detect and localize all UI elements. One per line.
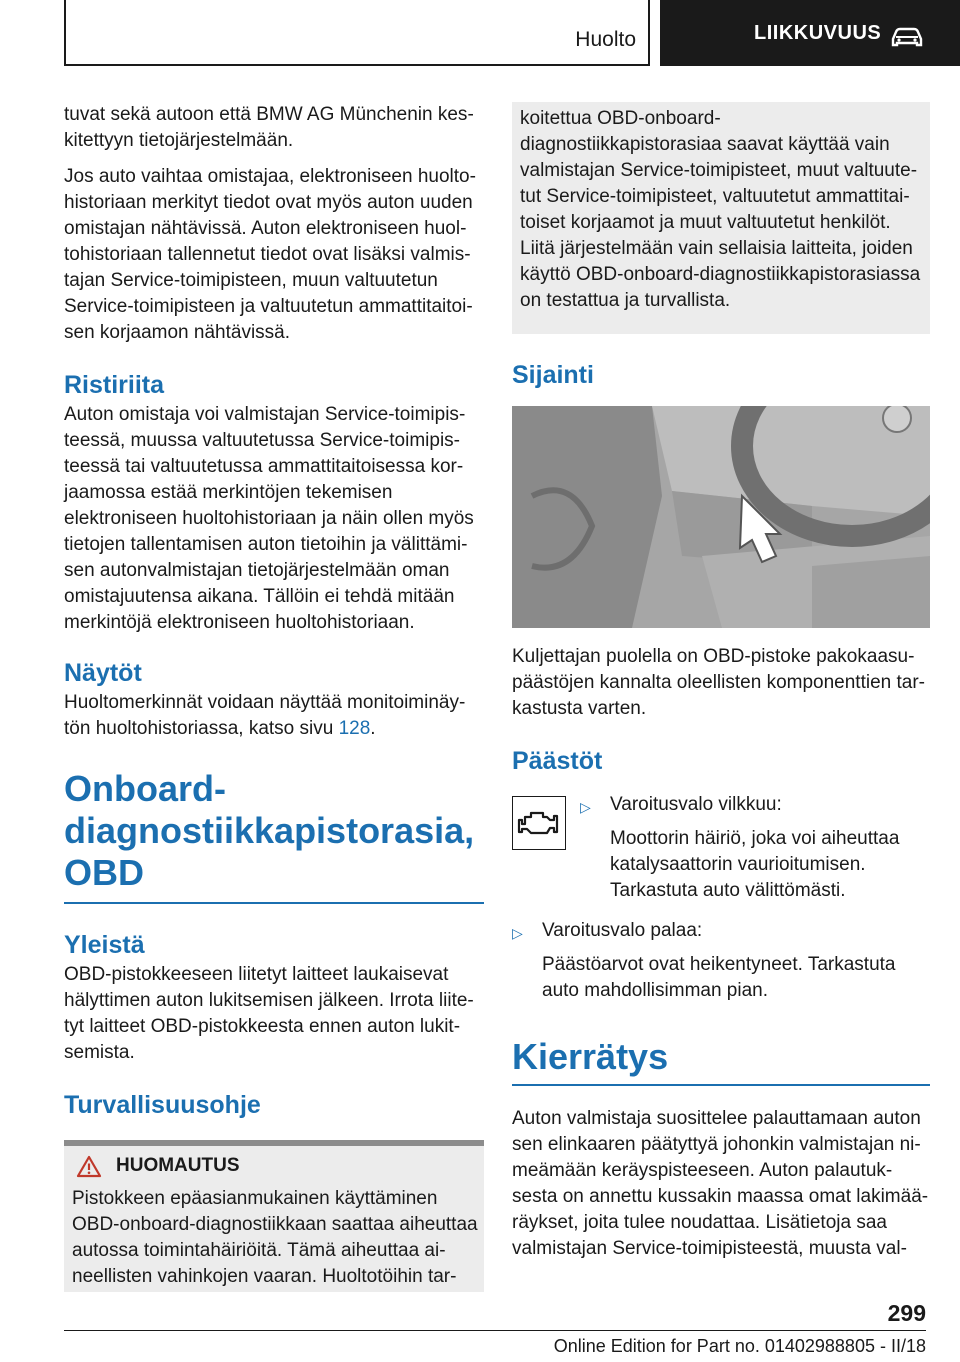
- left-column: [64, 102, 484, 1292]
- notice-title: HUOMAUTUS: [116, 1155, 240, 1176]
- car-icon: [890, 26, 924, 48]
- obd-location-illustration: [512, 406, 930, 628]
- turvallisuusohje-heading: Turvallisuusohje: [64, 1091, 261, 1119]
- check-engine-icon: [512, 796, 566, 850]
- ristiriita-text: Auton omistaja voi valmistajan Service-toimipisteessä, muussa valtuutetussa Service-toimipisteessä tai valtuutetussa ammattitaitoisessa korjaamossa estää merkintöjen tekemisen elektroniseen huoltohistoriaan ja näin ollen myös tietojen tallentamisen auton tietoihin ja välittämisen autonvalmistajan tietojärjestelmään oman omistajuutensa aikana. Tällöin ei tehdä mitään merkintöjä elektroniseen huoltohistoriaan.: [64, 404, 474, 633]
- bullet-list-2: [512, 918, 930, 1004]
- kierratys-text: Auton valmistaja suosittelee palauttamaan auton sen elinkaaren päätyttyä johonkin valmistajan nimeämään keräyspisteeseen. Auton palautuksesta on annettu kussakin maassa omat lakimääräykset, joita tulee noudattaa. Lisätietoja saa valmistajan Service-toimipisteestä, muusta val-: [512, 1108, 929, 1259]
- naytot-paragraph: [64, 690, 484, 742]
- bullet2-title: Varoitusvalo palaa:: [542, 920, 703, 941]
- bullet-list-1: [580, 792, 930, 904]
- obd-heading: Onboard-diagnostiikkapistorasia, OBD: [64, 768, 475, 893]
- footer-rule: [64, 1330, 926, 1331]
- notice-box: [64, 1140, 484, 1292]
- naytot-text: Huoltomerkinnät voidaan näyttää monitoiminäytön huoltohistoriassa, katso sivu: [64, 692, 466, 739]
- chapter-tab[interactable]: [660, 0, 960, 66]
- naytot-period: .: [370, 718, 376, 739]
- bullet1-text: Moottorin häiriö, joka voi aiheuttaa katalysaattorin vaurioitumisen. Tarkastuta auto välittömästi.: [610, 828, 900, 901]
- notice-continuation-text: koitettua OBD-onboard-diagnostiikkapistorasiaa saavat käyttää vain valmistajan Service-toimipisteet, muut valtuutetut Service-toimipisteet, valtuutetut ammattitaitoiset korjaamot ja muut valtuutetut henkilöt. Liitä järjestelmään vain sellaisia laitteita, joiden käyttö OBD-onboard-diagnostiikkapistorasiassa on testattua ja turvallista.: [520, 108, 921, 311]
- warning-icon: [76, 1155, 102, 1178]
- bullet-item: [580, 792, 930, 820]
- bullet1-title: Varoitusvalo vilkkuu:: [610, 794, 782, 815]
- triangle-bullet-icon: ▷: [512, 925, 523, 941]
- sijainti-text: Kuljettajan puolella on OBD-pistoke pakokaasupäästöjen kannalta oleellisten komponenttien tarkastusta varten.: [512, 646, 925, 719]
- notice-title-row: [64, 1146, 484, 1186]
- naytot-heading: Näytöt: [64, 659, 142, 687]
- notice-continuation: [512, 102, 930, 334]
- kierratys-heading: Kierrätys: [512, 1036, 669, 1077]
- intro-paragraph-2: Jos auto vaihtaa omistajaa, elektroniseen huoltohistoriaan merkityt tiedot ovat myös auton uuden omistajan nähtävissä. Auton elektroniseen huoltohistoriaan tallennetut tiedot ovat lisäksi valmistajan Service-toimipisteen, muun valtuutetun Service-toimipisteen ja valtuutetun ammattitaitoisen korjaamon nähtävissä.: [64, 166, 476, 343]
- paastot-heading: Päästöt: [512, 747, 603, 775]
- page-link-128[interactable]: 128: [338, 718, 371, 739]
- yleista-heading: Yleistä: [64, 931, 145, 959]
- yleista-text: OBD-pistokkeeseen liitetyt laitteet laukaisevat hälyttimen auton lukitsemisen jälkeen. Irrota liitetyt laitteet OBD-pistokkeesta ennen auton lukitsemista.: [64, 964, 474, 1063]
- edition-text: Online Edition for Part no. 01402988805 - II/18: [553, 1336, 926, 1356]
- heading-rule: [512, 1084, 930, 1086]
- chapter-title: LIIKKUVUUS: [754, 21, 882, 44]
- sijainti-heading: Sijainti: [512, 361, 594, 389]
- intro-paragraph-1: tuvat sekä autoon että BMW AG Münchenin keskitettyyn tietojärjestelmään.: [64, 104, 474, 151]
- bullet-item: [512, 918, 930, 946]
- notice-text: Pistokkeen epäasianmukainen käyttäminen OBD-onboard-diagnostiikkaan saattaa aiheuttaa autossa toimintahäiriöitä. Tämä aiheuttaa aineellisten vahinkojen vaaran. Huoltotöihin tar-: [72, 1188, 478, 1287]
- section-title: Huolto: [575, 28, 636, 51]
- right-column: [512, 102, 930, 1262]
- bullet2-text: Päästöarvot ovat heikentyneet. Tarkastuta auto mahdollisimman pian.: [542, 954, 896, 1001]
- ristiriita-heading: Ristiriita: [64, 371, 165, 399]
- triangle-bullet-icon: ▷: [580, 799, 591, 815]
- heading-rule: [64, 902, 484, 904]
- emission-warnings: [512, 792, 930, 904]
- page-number: 299: [887, 1300, 926, 1326]
- obd-location-photo: [512, 406, 930, 628]
